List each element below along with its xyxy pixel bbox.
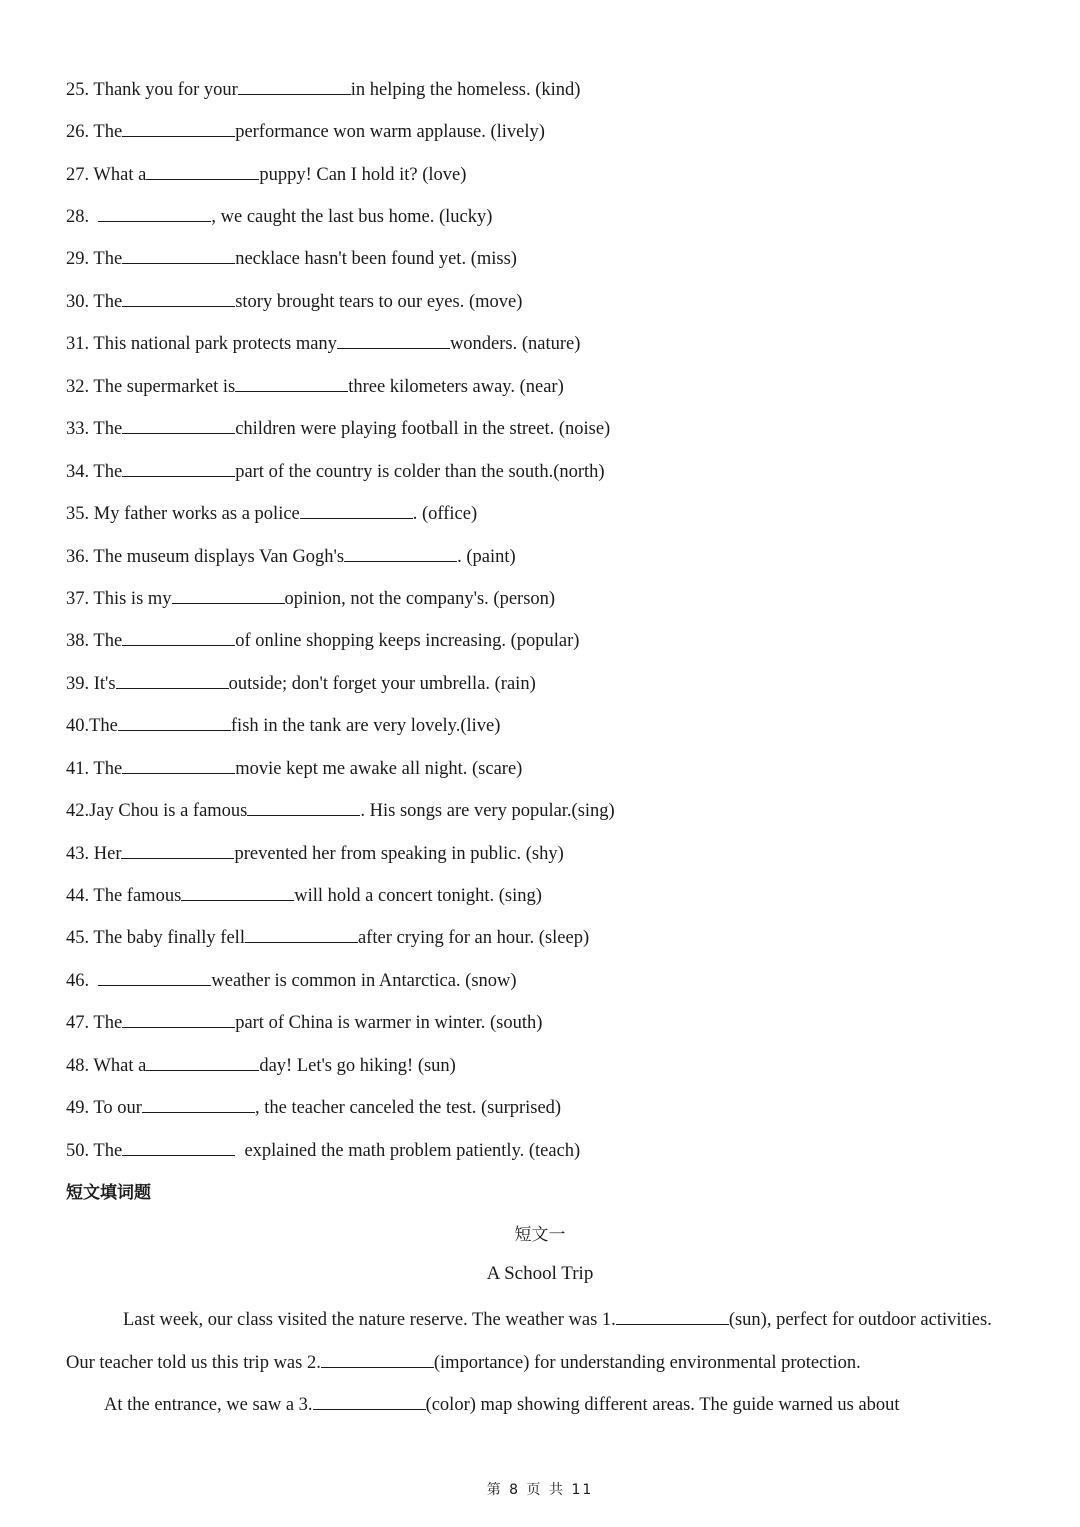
answer-blank[interactable] [142, 1094, 255, 1113]
answer-blank[interactable] [235, 373, 348, 392]
question-48: 48. What a day! Let's go hiking! (sun) [66, 1052, 456, 1078]
answer-blank[interactable] [122, 1009, 235, 1028]
answer-blank[interactable] [122, 458, 235, 477]
passage-line-1: Last week, our class visited the nature reserve. The weather was 1. (sun), perfect for outdoor activities. [123, 1306, 992, 1332]
answer-blank[interactable] [116, 670, 229, 689]
question-34: 34. The part of the country is colder than the south.(north) [66, 458, 605, 484]
answer-blank[interactable] [337, 330, 450, 349]
answer-blank[interactable] [321, 1349, 434, 1368]
answer-blank[interactable] [181, 882, 294, 901]
question-38: 38. The of online shopping keeps increasing. (popular) [66, 627, 579, 653]
answer-blank[interactable] [122, 755, 235, 774]
question-27: 27. What a puppy! Can I hold it? (love) [66, 161, 466, 187]
answer-blank[interactable] [300, 500, 413, 519]
answer-blank[interactable] [122, 118, 235, 137]
question-37: 37. This is my opinion, not the company's. (person) [66, 585, 555, 611]
question-46: 46. weather is common in Antarctica. (snow) [66, 967, 517, 993]
question-26: 26. The performance won warm applause. (lively) [66, 118, 545, 144]
question-39: 39. It's outside; don't forget your umbrella. (rain) [66, 670, 536, 696]
answer-blank[interactable] [121, 840, 234, 859]
answer-blank[interactable] [344, 543, 457, 562]
answer-blank[interactable] [146, 161, 259, 180]
question-25: 25. Thank you for your in helping the homeless. (kind) [66, 76, 580, 102]
question-29: 29. The necklace hasn't been found yet. (miss) [66, 245, 517, 271]
question-49: 49. To our , the teacher canceled the test. (surprised) [66, 1094, 561, 1120]
question-45: 45. The baby finally fell after crying for an hour. (sleep) [66, 924, 589, 950]
answer-blank[interactable] [122, 627, 235, 646]
passage-title: 短文一 [514, 1225, 566, 1245]
question-41: 41. The movie kept me awake all night. (scare) [66, 755, 522, 781]
answer-blank[interactable] [616, 1306, 729, 1325]
question-28: 28. , we caught the last bus home. (lucky) [66, 203, 492, 229]
question-31: 31. This national park protects many wonders. (nature) [66, 330, 580, 356]
question-40: 40.The fish in the tank are very lovely.(live) [66, 712, 500, 738]
question-30: 30. The story brought tears to our eyes. (move) [66, 288, 522, 314]
answer-blank[interactable] [172, 585, 285, 604]
question-32: 32. The supermarket is three kilometers away. (near) [66, 373, 564, 399]
answer-blank[interactable] [146, 1052, 259, 1071]
story-title: A School Trip [486, 1263, 594, 1284]
answer-blank[interactable] [238, 76, 351, 95]
answer-blank[interactable] [98, 967, 211, 986]
answer-blank[interactable] [122, 1137, 235, 1156]
answer-blank[interactable] [118, 712, 231, 731]
section-heading: 短文填词题 [66, 1183, 151, 1203]
question-44: 44. The famous will hold a concert tonight. (sing) [66, 882, 542, 908]
answer-blank[interactable] [247, 797, 360, 816]
question-36: 36. The museum displays Van Gogh's . (paint) [66, 543, 516, 569]
answer-blank[interactable] [245, 924, 358, 943]
question-42: 42.Jay Chou is a famous . His songs are very popular.(sing) [66, 797, 615, 823]
answer-blank[interactable] [122, 288, 235, 307]
answer-blank[interactable] [98, 203, 211, 222]
question-33: 33. The children were playing football in the street. (noise) [66, 415, 610, 441]
passage-line-2: Our teacher told us this trip was 2. (importance) for understanding environmental protection. [66, 1349, 861, 1375]
answer-blank[interactable] [313, 1391, 426, 1410]
question-43: 43. Her prevented her from speaking in public. (shy) [66, 840, 564, 866]
question-50: 50. The explained the math problem patiently. (teach) [66, 1137, 580, 1163]
answer-blank[interactable] [122, 415, 235, 434]
answer-blank[interactable] [122, 245, 235, 264]
question-47: 47. The part of China is warmer in winter. (south) [66, 1009, 542, 1035]
passage-line-3: At the entrance, we saw a 3. (color) map showing different areas. The guide warned us about [104, 1391, 900, 1417]
question-35: 35. My father works as a police . (office) [66, 500, 477, 526]
page-footer: 第 8 页 共 11 [486, 1482, 594, 1498]
